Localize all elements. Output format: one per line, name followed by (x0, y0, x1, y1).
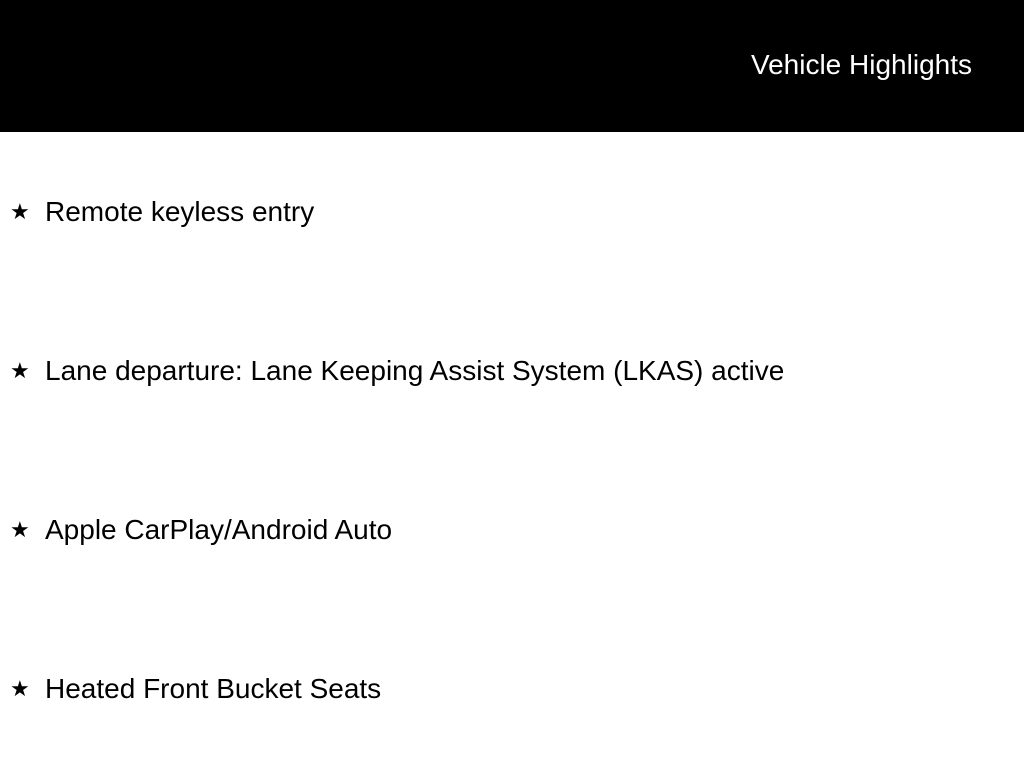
page-title: Vehicle Highlights (750, 49, 972, 80)
star-icon: ★ (10, 358, 30, 383)
highlight-item-lane-departure (0, 352, 1024, 392)
star-icon: ★ (10, 517, 30, 542)
highlight-label: Heated Front Bucket Seats (45, 673, 382, 704)
highlight-label: Remote keyless entry (45, 196, 315, 227)
star-icon: ★ (10, 199, 30, 224)
highlight-label: Lane departure: Lane Keeping Assist System (LKAS) active (45, 355, 785, 386)
highlight-item-remote-keyless-entry (0, 193, 1024, 233)
highlight-item-carplay-android-auto (0, 511, 1024, 551)
star-icon: ★ (10, 676, 30, 701)
header-bar (0, 0, 1024, 132)
highlight-label: Apple CarPlay/Android Auto (45, 514, 393, 545)
highlight-item-heated-seats (0, 670, 1024, 710)
